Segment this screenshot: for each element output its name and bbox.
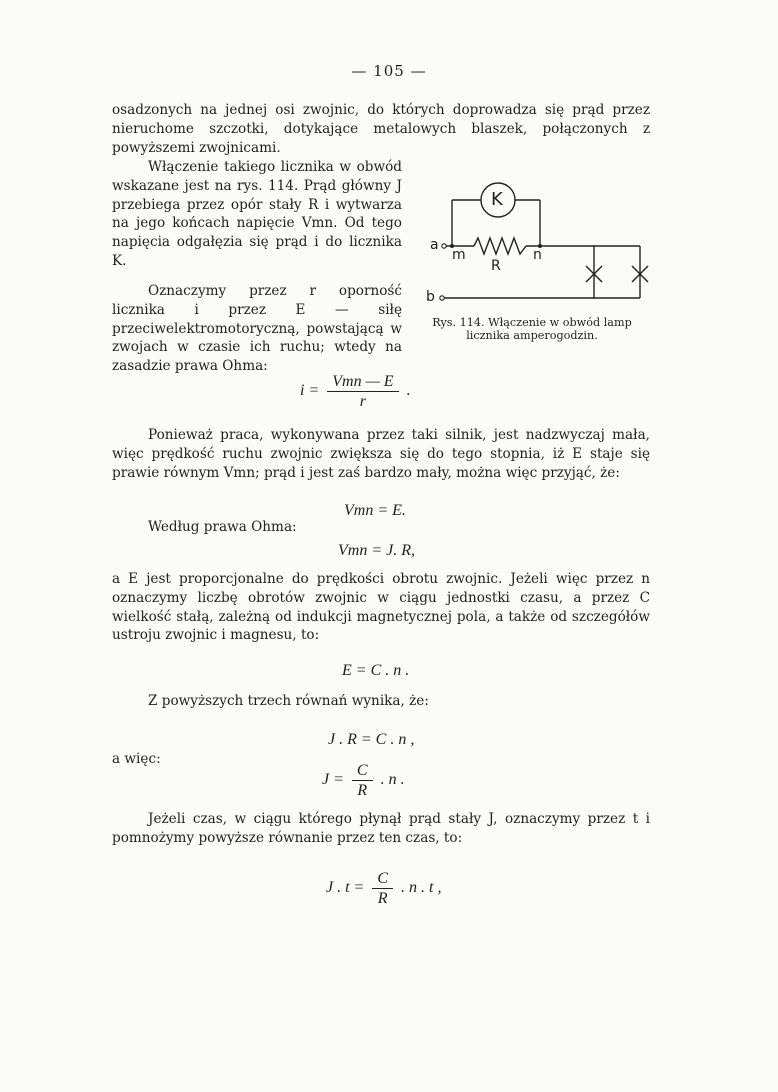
resistor-label: R (491, 258, 501, 274)
equation-jt: J . t = $\frac{C}{R}$ . n . t , (326, 870, 442, 907)
equation-v-equals-jr: Vmn = J. R, (338, 542, 415, 559)
meter-label: K (491, 189, 503, 210)
paragraph-7: Z powyższych trzech równań wynika, że: (148, 693, 429, 709)
paragraph-1: osadzonych na jednej osi zwojnic, do których doprowadza się prąd przez nieruchome szczotki, dotykające metalowych blaszek, połączonych z powyższemi zwojnicami. (112, 102, 650, 156)
paragraph-8: a więc: (112, 751, 161, 767)
equation-jr-equals-cn: J . R = C . n , (328, 731, 415, 748)
terminal-b-label: b (426, 289, 435, 305)
equation-ohm: i = $\frac{\text{Vmn — E}}{r}$ . (300, 373, 411, 410)
figure-caption: Rys. 114. Włączenie w obwód lamp licznika amperogodzin. (432, 316, 632, 342)
resistor-zigzag (474, 238, 526, 254)
paragraph-5: Według prawa Ohma: (148, 519, 297, 535)
paragraph-9: Jeżeli czas, w ciągu którego płynął prąd stały J, oznaczymy przez t i pomnożymy powyższe równanie przez ten czas, to: (112, 811, 650, 846)
node-n-label: n (533, 247, 542, 263)
page-number: — 105 — (351, 62, 427, 80)
paragraph-2: Włączenie takiego licznika w obwód wskazane jest na rys. 114. Prąd główny J przebiega przez opór stały R i wytwarza na jego końcach napięcie Vmn. Od tego napięcia odgałęzia się prąd i do licznika K. (112, 159, 402, 269)
paragraph-4: Ponieważ praca, wykonywana przez taki silnik, jest nadzwyczaj mała, więc prędkość ruchu zwojnic zwiększa się do tego stopnia, iż E staje się prawie równym Vmn; prąd i jest zaś bardzo mały, można więc przyjąć, że: (112, 427, 650, 481)
circuit-diagram (412, 168, 656, 314)
node-m-label: m (452, 247, 466, 263)
paragraph-6: a E jest proporcjonalne do prędkości obrotu zwojnic. Jeżeli więc przez n oznaczymy liczbę obrotów zwojnic w ciągu jednostki czasu, a przez C wielkość stałą, zależną od indukcji magnetycznej pola, a także od szczegółów ustroju zwojnic i magnesu, to: (112, 571, 650, 644)
equation-v-equals-e: Vmn = E. (344, 502, 406, 519)
equation-e-equals-cn: E = C . n . (342, 662, 410, 679)
paragraph-3: Oznaczymy przez r oporność licznika i przez E — siłę przeciwelektromotoryczną, powstającą w zwojach w czasie ich ruchu; wtedy na zasadzie prawa Ohma: (112, 283, 402, 375)
terminal-a-label: a (430, 237, 439, 253)
equation-j-equals-cn-over-r: J = $\frac{C}{R}$ . n . (322, 762, 405, 799)
